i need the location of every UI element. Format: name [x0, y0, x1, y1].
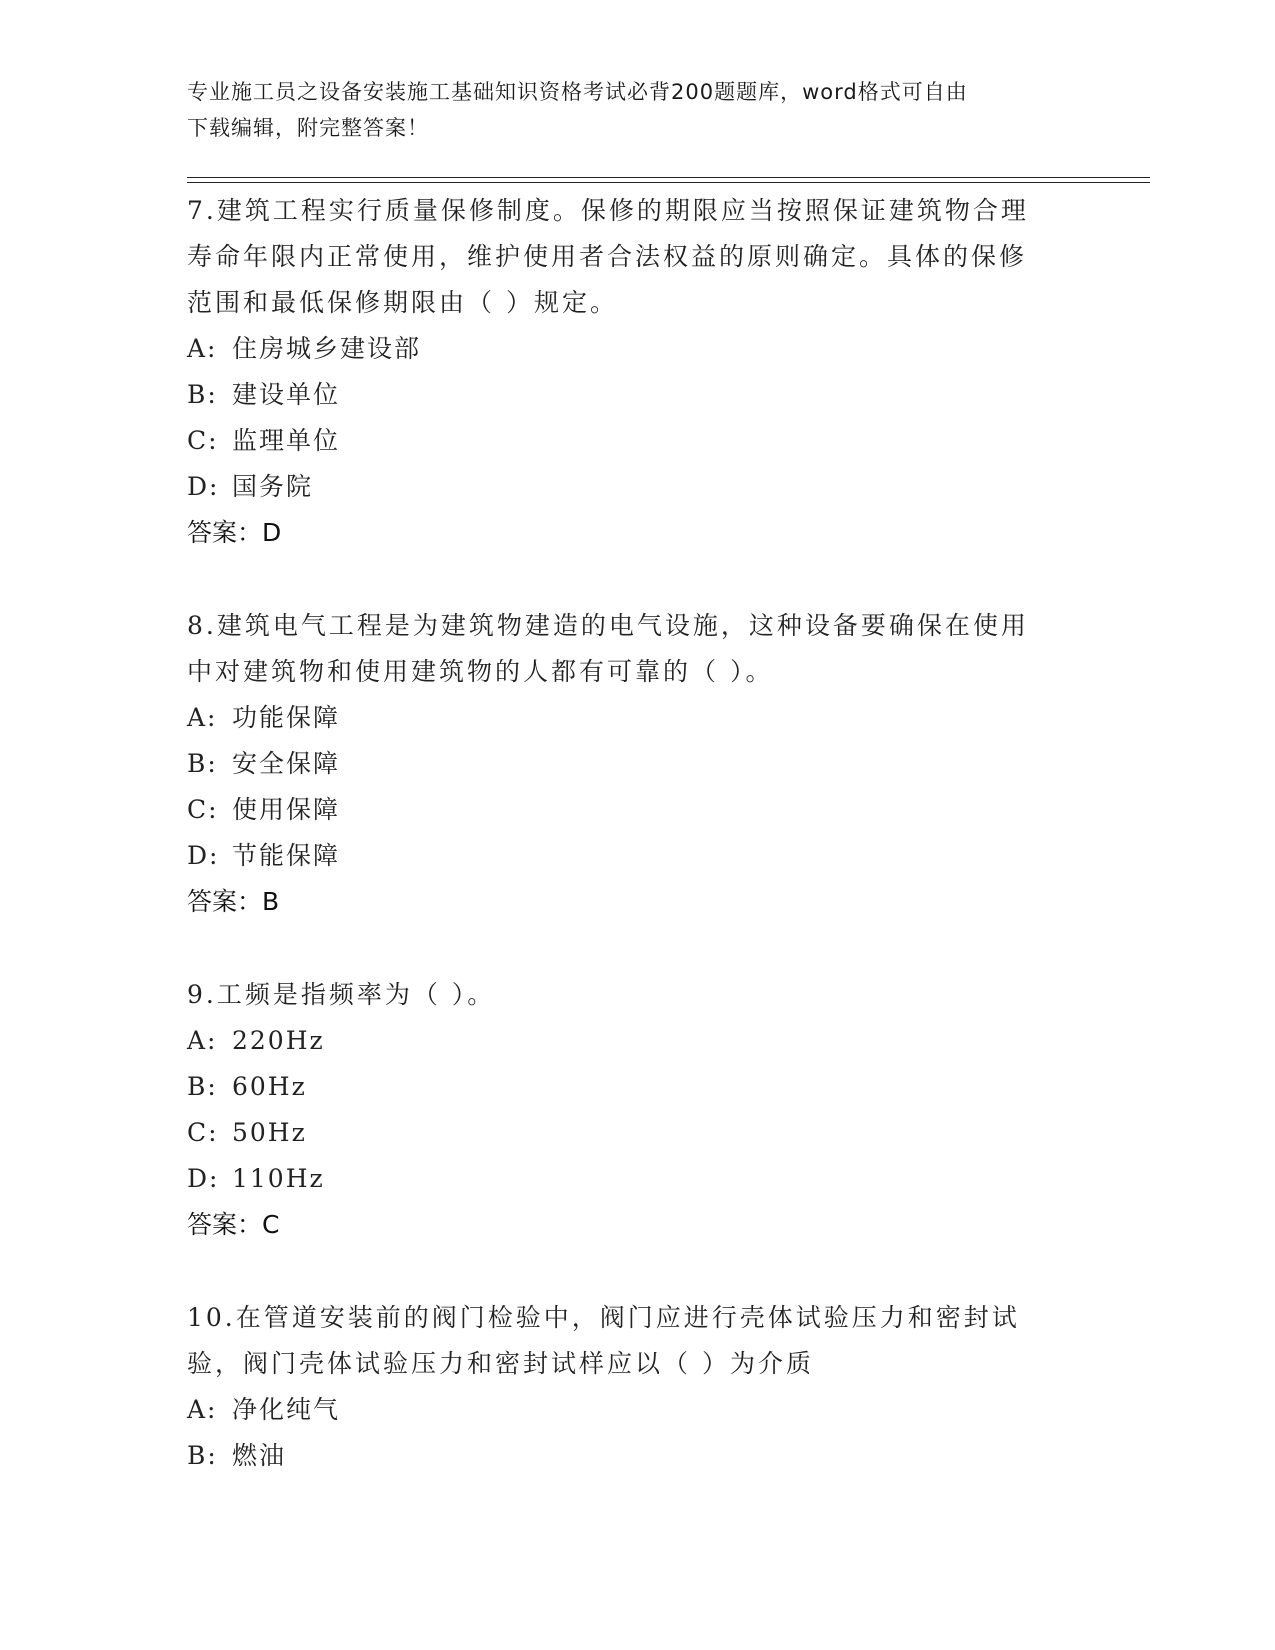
- option-key: D:: [187, 1164, 220, 1193]
- option-text: 燃油: [232, 1441, 287, 1470]
- option-key: B:: [187, 380, 218, 409]
- question-7: [187, 188, 1087, 556]
- option-key: C:: [187, 795, 219, 824]
- option-a: [187, 326, 1087, 372]
- option-key: D:: [187, 841, 220, 870]
- option-b: [187, 372, 1087, 418]
- option-c: [187, 418, 1087, 464]
- question-stem: 7.建筑工程实行质量保修制度。保修的期限应当按照保证建筑物合理寿命年限内正常使用，维护使用者合法权益的原则确定。具体的保修范围和最低保修期限由（ ）规定。: [187, 196, 1029, 317]
- option-b: [187, 1433, 1087, 1479]
- option-text: 220Hz: [232, 1026, 325, 1055]
- option-text: 安全保障: [232, 749, 341, 778]
- option-key: C:: [187, 1118, 219, 1147]
- question-stem: 9.工频是指频率为（ ）。: [187, 980, 496, 1009]
- answer-line: 答案：B: [187, 887, 280, 916]
- option-d: [187, 833, 1087, 879]
- option-key: C:: [187, 426, 219, 455]
- question-stem: 8.建筑电气工程是为建筑物建造的电气设施，这种设备要确保在使用中对建筑物和使用建筑物的人都有可靠的（ ）。: [187, 611, 1029, 686]
- option-key: B:: [187, 1441, 218, 1470]
- question-10: [187, 1295, 1087, 1479]
- option-text: 建设单位: [232, 380, 341, 409]
- option-text: 净化纯气: [232, 1395, 341, 1424]
- option-a: [187, 1387, 1087, 1433]
- option-b: [187, 1064, 1087, 1110]
- option-text: 使用保障: [232, 795, 341, 824]
- header-divider-bottom: [187, 182, 1150, 183]
- question-list: [187, 188, 1087, 1526]
- header-line-2: 下载编辑，附完整答案！: [187, 116, 429, 140]
- option-text: 功能保障: [232, 703, 341, 732]
- option-key: A:: [187, 334, 218, 363]
- option-text: 50Hz: [232, 1118, 307, 1147]
- header-divider-top: [187, 177, 1150, 178]
- option-a: [187, 1018, 1087, 1064]
- header-line-1: 专业施工员之设备安装施工基础知识资格考试必背200题题库，word格式可自由: [187, 80, 968, 104]
- option-text: 节能保障: [232, 841, 341, 870]
- question-stem: 10.在管道安装前的阀门检验中，阀门应进行壳体试验压力和密封试验，阀门壳体试验压力和密封试样应以（ ）为介质: [187, 1303, 1020, 1378]
- option-text: 监理单位: [232, 426, 341, 455]
- document-header: [187, 74, 1067, 146]
- option-text: 110Hz: [232, 1164, 325, 1193]
- option-b: [187, 741, 1087, 787]
- option-key: A:: [187, 703, 218, 732]
- option-c: [187, 787, 1087, 833]
- question-8: [187, 603, 1087, 925]
- option-d: [187, 1156, 1087, 1202]
- option-key: D:: [187, 472, 220, 501]
- option-text: 60Hz: [232, 1072, 307, 1101]
- option-key: A:: [187, 1026, 218, 1055]
- option-c: [187, 1110, 1087, 1156]
- option-d: [187, 464, 1087, 510]
- option-text: 国务院: [232, 472, 314, 501]
- option-key: B:: [187, 749, 218, 778]
- option-text: 住房城乡建设部: [232, 334, 422, 363]
- option-key: A:: [187, 1395, 218, 1424]
- option-key: B:: [187, 1072, 218, 1101]
- answer-line: 答案：C: [187, 1210, 280, 1239]
- question-9: [187, 972, 1087, 1248]
- option-a: [187, 695, 1087, 741]
- answer-line: 答案：D: [187, 518, 282, 547]
